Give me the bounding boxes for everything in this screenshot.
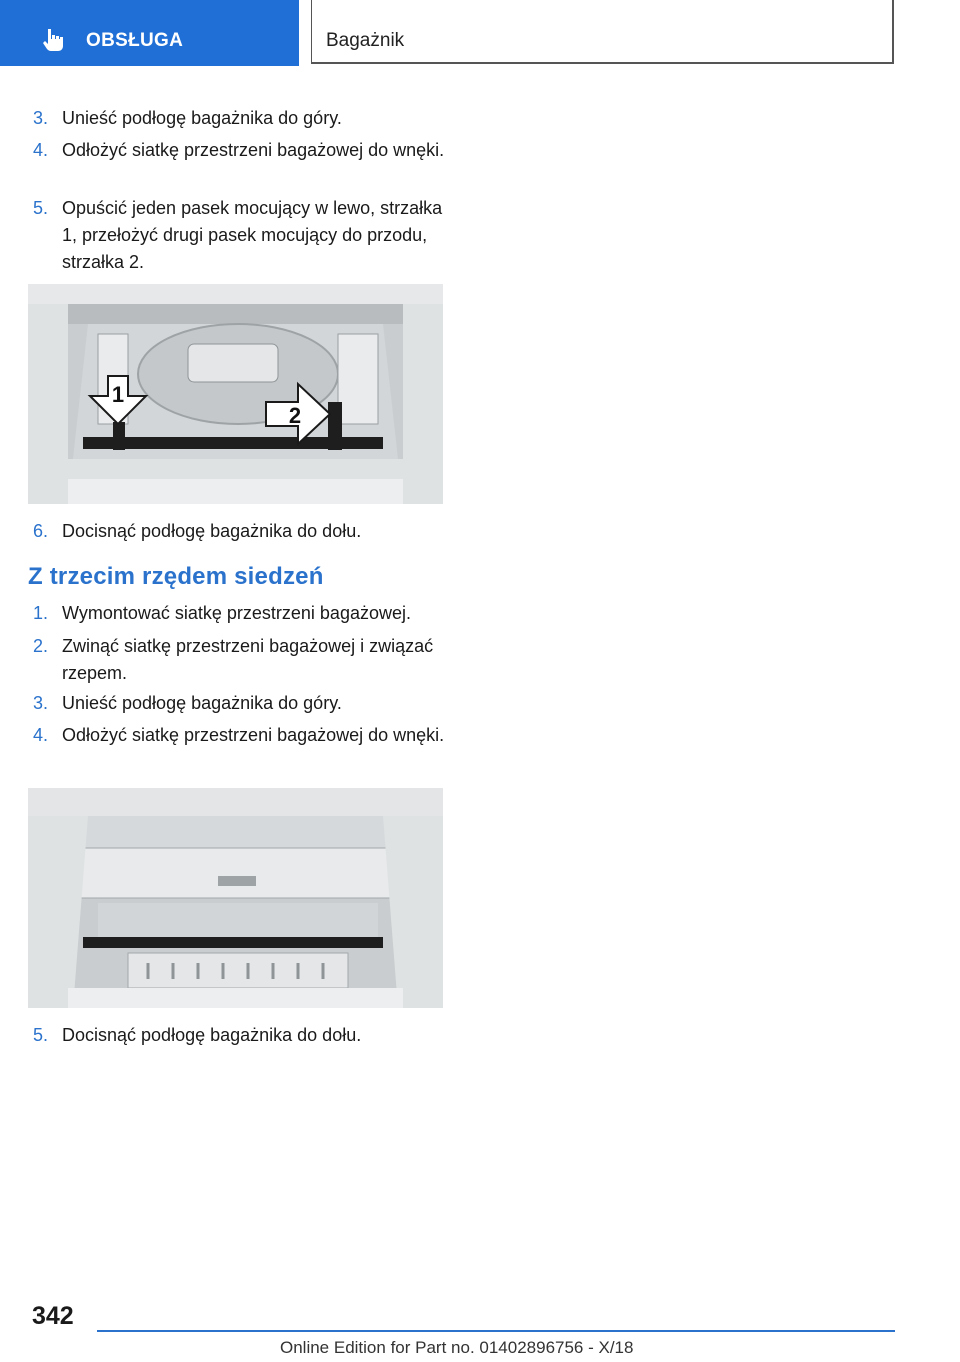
step-number: 4. (33, 725, 49, 745)
section-heading: Z trzecim rzędem siedzeń (28, 563, 324, 590)
arrow-label-2: 2 (288, 403, 302, 428)
step-number: 3. (33, 693, 49, 713)
step-text: Zwinąć siatkę przestrzeni bagażowej i związać rzepem. (62, 636, 434, 683)
step-text: Wymontować siatkę przestrzeni bagażowej. (62, 603, 411, 623)
step-text: Odłożyć siatkę przestrzeni bagażowej do wnęki. (62, 725, 445, 745)
step-text: Unieść podłogę bagażnika do góry. (62, 108, 342, 128)
trunk-illustration-straps (28, 284, 443, 504)
step-text: Unieść podłogę bagażnika do góry. (62, 693, 342, 713)
edition-text: Online Edition for Part no. 01402896756 - X/18 (280, 1338, 634, 1357)
step-number: 4. (33, 140, 49, 160)
chapter-box (311, 0, 894, 64)
trunk-illustration-third-row (28, 788, 443, 1008)
step-number: 6. (33, 521, 49, 541)
step-number: 5. (33, 198, 49, 218)
arrow-label-1: 1 (111, 382, 125, 407)
step-text: Opuścić jeden pasek mocujący w lewo, strzałka 1, przełożyć drugi pasek mocujący do przodu, strzałka 2. (62, 198, 443, 272)
step-number: 1. (33, 603, 49, 623)
section-label: OBSŁUGA (86, 30, 184, 51)
step-number: 2. (33, 636, 49, 656)
trunk-drawing (28, 788, 443, 1008)
chapter-title: Bagażnik (326, 30, 405, 51)
section-tab (0, 0, 299, 66)
trunk-drawing (28, 284, 443, 504)
step-number: 5. (33, 1025, 49, 1045)
step-text: Docisnąć podłogę bagażnika do dołu. (62, 521, 362, 541)
step-number: 3. (33, 108, 49, 128)
step-text: Odłożyć siatkę przestrzeni bagażowej do wnęki. (62, 140, 445, 160)
page-number: 342 (32, 1302, 74, 1330)
page-header (0, 0, 960, 66)
footer-divider (97, 1330, 895, 1332)
hand-pointer-icon (40, 27, 66, 53)
step-text: Docisnąć podłogę bagażnika do dołu. (62, 1025, 362, 1045)
